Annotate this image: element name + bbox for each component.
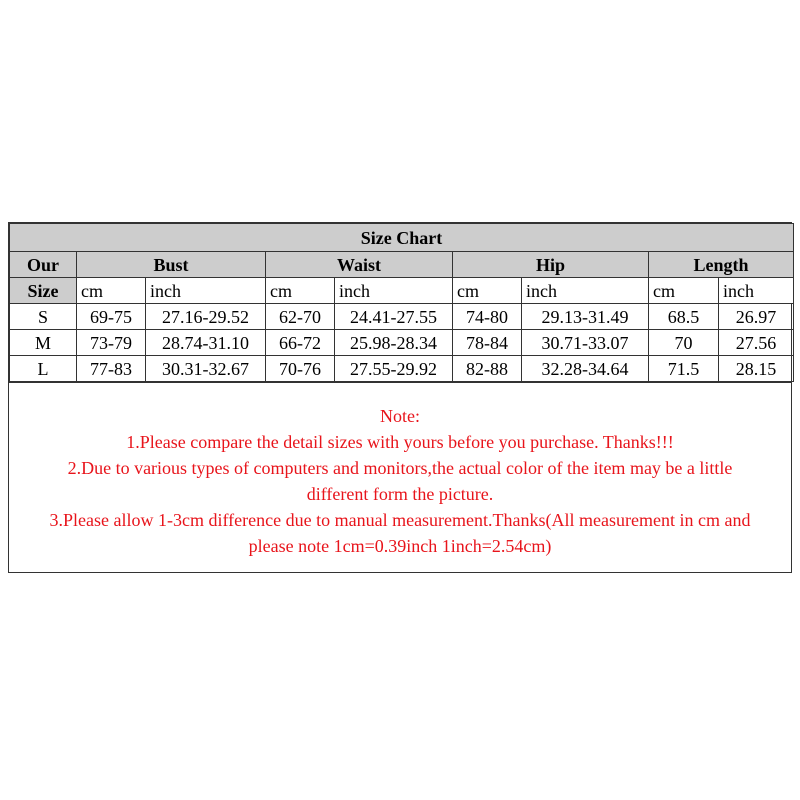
- bust-cm: 73-79: [77, 330, 146, 356]
- length-inch: 26.97: [719, 304, 794, 330]
- size-table: [9, 223, 794, 382]
- length-inch: 28.15: [719, 356, 794, 382]
- size-header-line1: Our: [10, 252, 77, 278]
- unit-waist-cm: cm: [266, 278, 335, 304]
- length-cm: 71.5: [649, 356, 719, 382]
- length-cm: 68.5: [649, 304, 719, 330]
- unit-bust-cm: cm: [77, 278, 146, 304]
- hip-cm: 82-88: [453, 356, 522, 382]
- hip-cm: 78-84: [453, 330, 522, 356]
- waist-cm: 66-72: [266, 330, 335, 356]
- table-row: [10, 304, 794, 330]
- row-size: M: [10, 330, 77, 356]
- hip-inch: 30.71-33.07: [522, 330, 649, 356]
- waist-inch: 25.98-28.34: [335, 330, 453, 356]
- waist-cm: 62-70: [266, 304, 335, 330]
- header-hip: Hip: [453, 252, 649, 278]
- note-line-3b: please note 1cm=0.39inch 1inch=2.54cm): [248, 536, 552, 556]
- bust-inch: 28.74-31.10: [146, 330, 266, 356]
- row-size: S: [10, 304, 77, 330]
- note-line-2b: different form the picture.: [306, 484, 494, 504]
- waist-cm: 70-76: [266, 356, 335, 382]
- size-header-line2: Size: [10, 278, 77, 304]
- note-line-2a: 2.Due to various types of computers and monitors,the actual color of the item may be a little: [67, 458, 733, 478]
- header-length: Length: [649, 252, 794, 278]
- waist-inch: 27.55-29.92: [335, 356, 453, 382]
- header-bust: Bust: [77, 252, 266, 278]
- header-waist: Waist: [266, 252, 453, 278]
- unit-waist-inch: inch: [335, 278, 453, 304]
- length-inch: 27.56: [719, 330, 794, 356]
- hip-inch: 32.28-34.64: [522, 356, 649, 382]
- bust-cm: 77-83: [77, 356, 146, 382]
- note-line-1: 1.Please compare the detail sizes with yours before you purchase. Thanks!!!: [126, 432, 674, 452]
- size-chart: [8, 222, 792, 573]
- unit-hip-inch: inch: [522, 278, 649, 304]
- waist-inch: 24.41-27.55: [335, 304, 453, 330]
- bust-inch: 27.16-29.52: [146, 304, 266, 330]
- notes-heading: Note:: [380, 406, 420, 426]
- row-size: L: [10, 356, 77, 382]
- unit-length-inch: inch: [719, 278, 794, 304]
- unit-bust-inch: inch: [146, 278, 266, 304]
- unit-length-cm: cm: [649, 278, 719, 304]
- table-title: Size Chart: [10, 224, 794, 252]
- hip-inch: 29.13-31.49: [522, 304, 649, 330]
- notes-section: [9, 382, 791, 572]
- table-row: [10, 330, 794, 356]
- hip-cm: 74-80: [453, 304, 522, 330]
- bust-cm: 69-75: [77, 304, 146, 330]
- unit-hip-cm: cm: [453, 278, 522, 304]
- table-row: [10, 356, 794, 382]
- bust-inch: 30.31-32.67: [146, 356, 266, 382]
- length-cm: 70: [649, 330, 719, 356]
- note-line-3a: 3.Please allow 1-3cm difference due to manual measurement.Thanks(All measurement in cm and: [49, 510, 751, 530]
